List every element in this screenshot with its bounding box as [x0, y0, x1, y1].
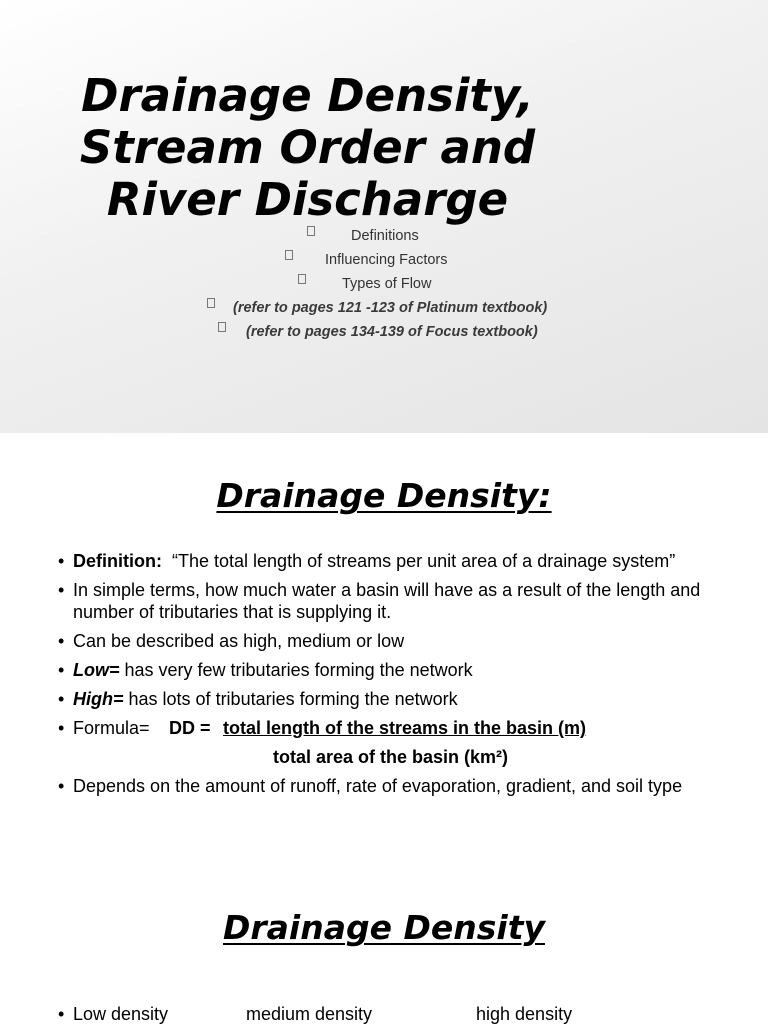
density-label-high: high density [476, 1004, 573, 1024]
list-item: • In simple terms, how much water a basin will have as a result of the length and number of tributaries that is supplying it. [58, 579, 718, 623]
title-line-3: River Discharge [106, 173, 509, 226]
formula-denominator: total area of the basin (km²) [273, 747, 509, 767]
box-bullet-icon [307, 226, 315, 236]
slide-title [40, 70, 575, 226]
box-bullet-icon [218, 322, 226, 332]
list-item: • Low= has very few tributaries forming the network [58, 659, 718, 681]
bullet-icon: • [58, 1004, 65, 1024]
density-label-medium: medium density [246, 1004, 373, 1024]
section-heading: Drainage Density [222, 908, 545, 947]
density-label-low: Low density [73, 1004, 169, 1024]
formula-numerator: total length of the streams in the basin (m) [223, 718, 587, 738]
title-line-1: Drainage Density, [81, 69, 534, 122]
list-item: • Definition: “The total length of streams per unit area of a drainage system” [58, 550, 718, 572]
box-bullet-icon [285, 250, 293, 260]
title-line-2: Stream Order and [79, 121, 536, 174]
box-bullet-icon [207, 298, 215, 308]
bullet-list [58, 550, 718, 804]
drainage-density-slide [0, 433, 768, 1024]
list-item: • Can be described as high, medium or low [58, 630, 718, 652]
list-item: • Depends on the amount of runoff, rate of evaporation, gradient, and soil type [58, 775, 718, 797]
box-bullet-icon [298, 274, 306, 284]
section-heading: Drainage Density: [216, 476, 552, 515]
title-slide: Drainage Density, Stream Order and River Discharge Definitions Influencing Factors Types of Flow (refer to pages 121 -123 of Platinum textbook) (refer to pages 134-139 of Focus textbook) [0, 0, 768, 433]
list-item: • High= has lots of tributaries forming the network [58, 688, 718, 710]
formula-item: • Formula= DD = total length of the streams in the basin (m) [58, 717, 718, 739]
